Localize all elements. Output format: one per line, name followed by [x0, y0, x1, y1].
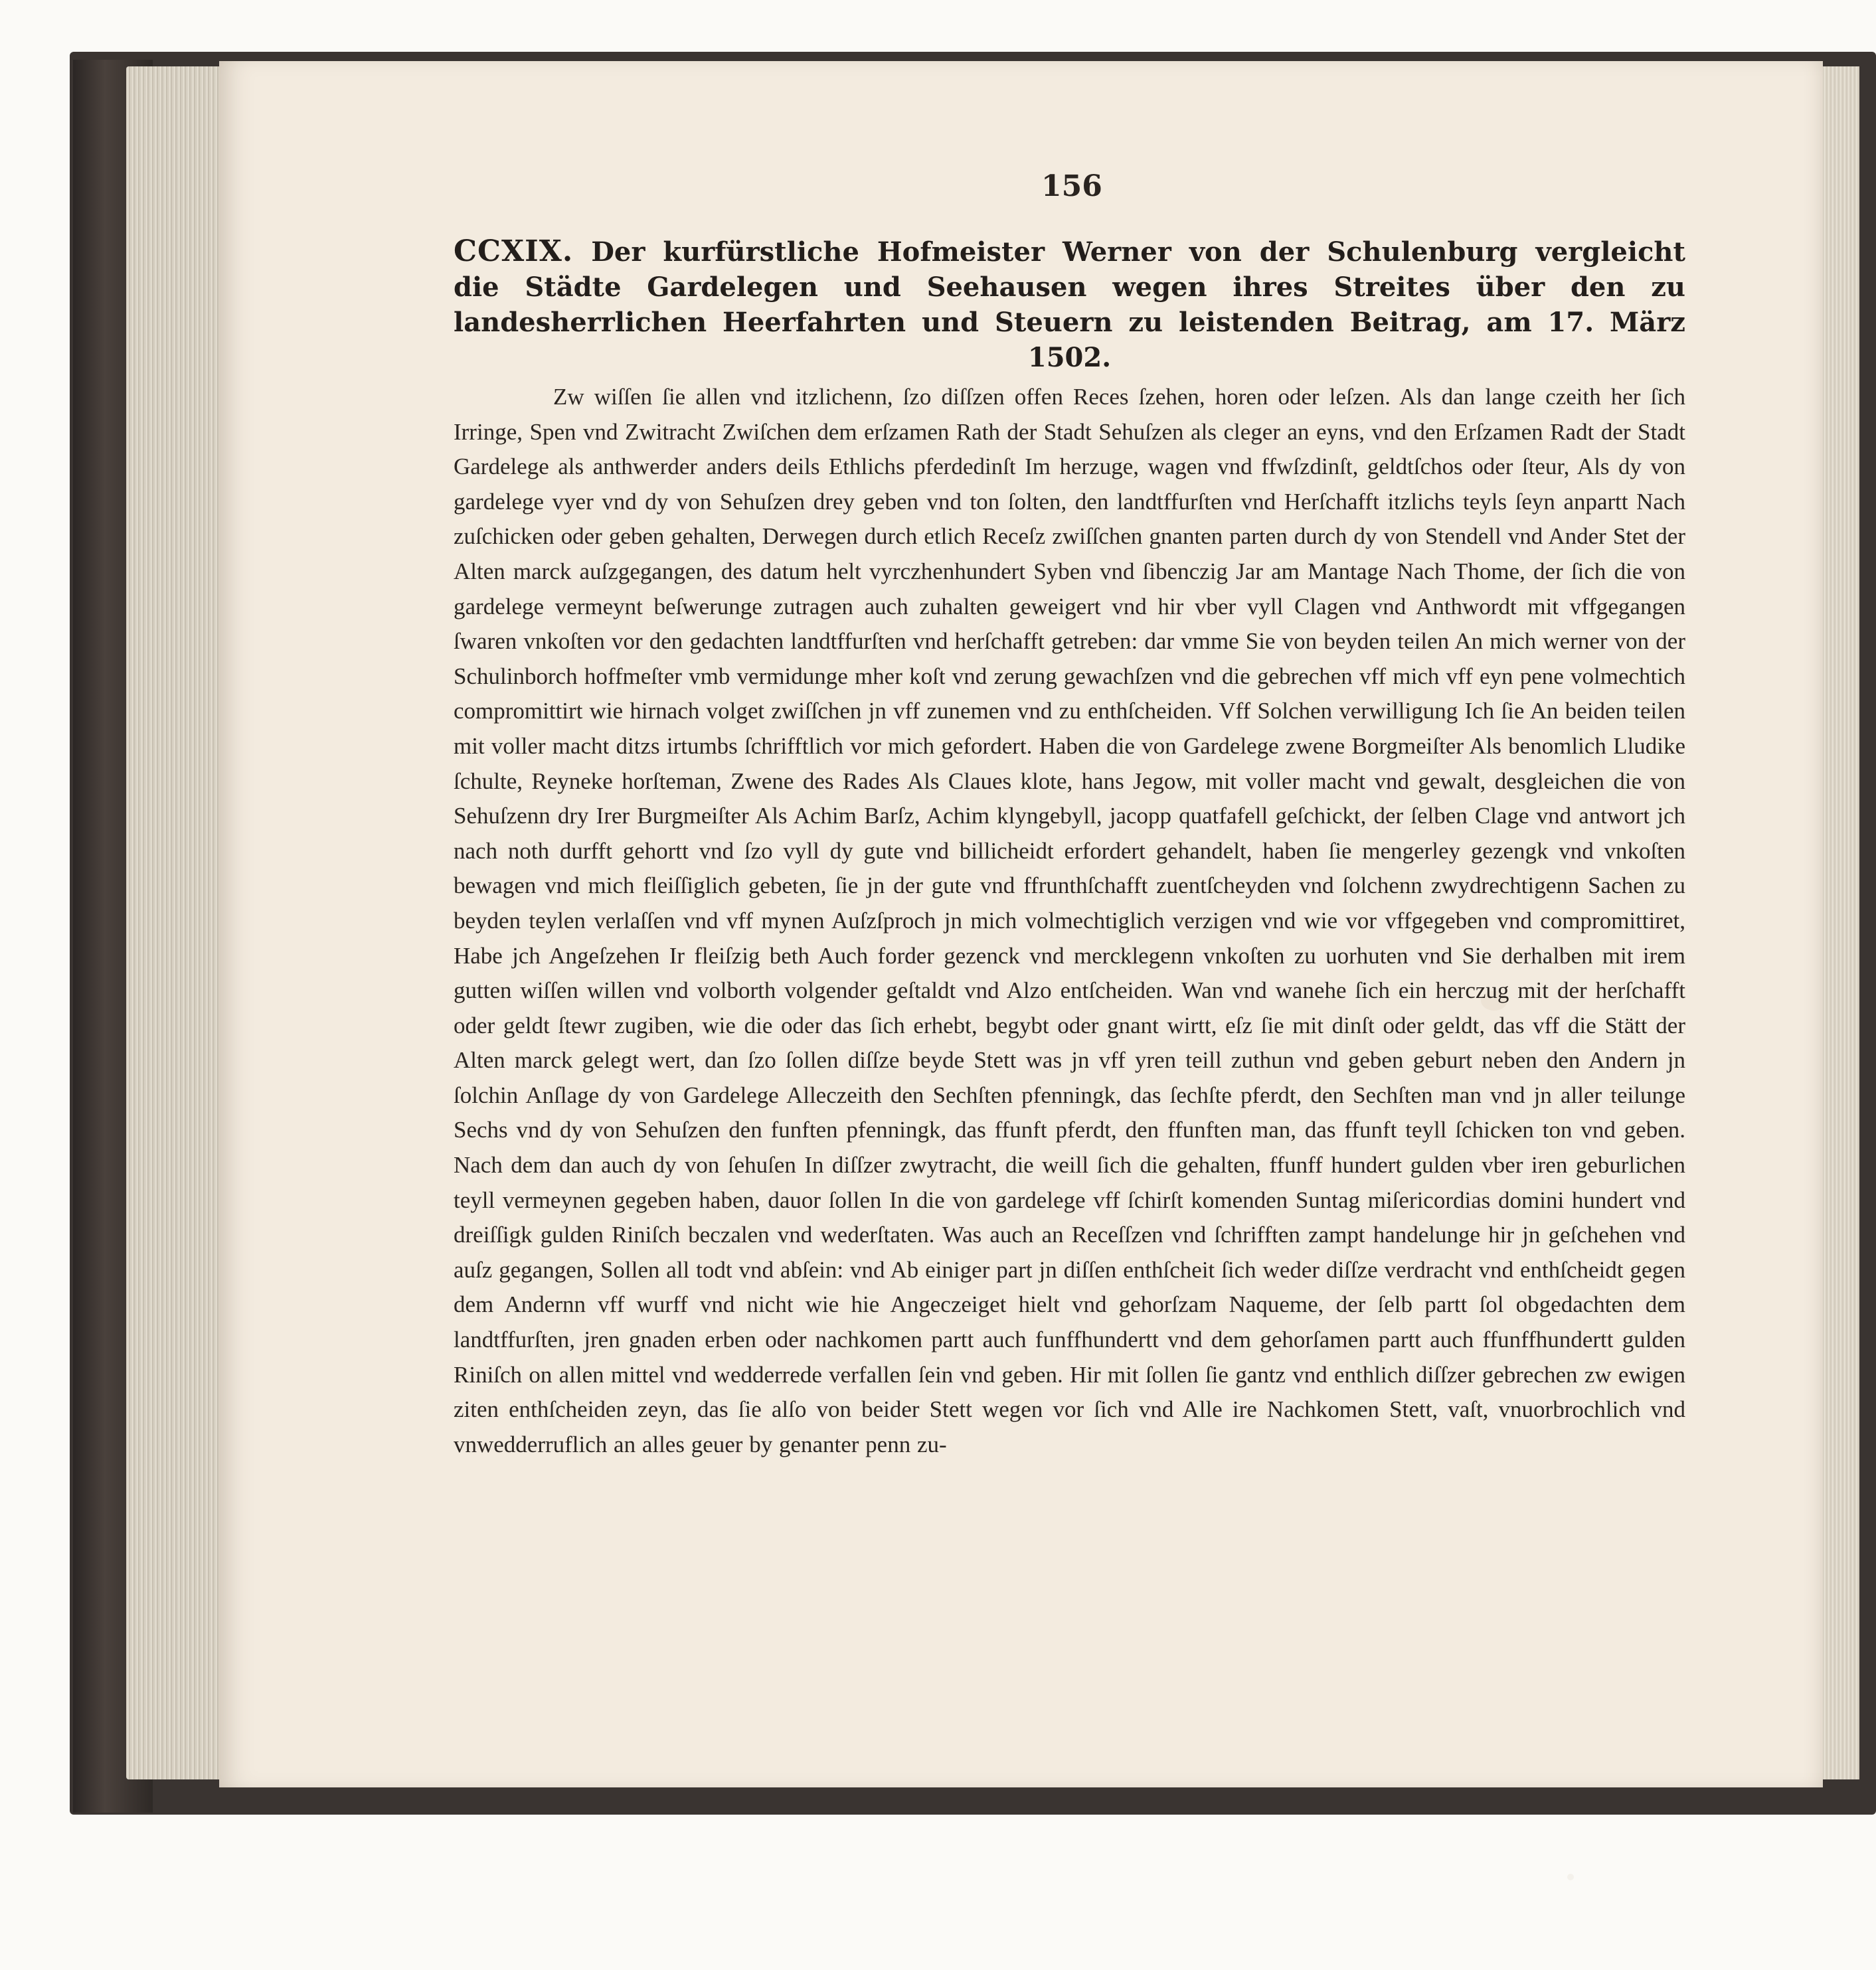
left-page-edges: [126, 66, 226, 1779]
document-title: Der kurfürstliche Hofmeister Werner von der Schulenburg vergleicht die Städte Gardelegen und Seehausen wegen ihres Streites über den zu landesherrlichen Heerfahrten und Steuern zu leistenden Beitrag, am 17. März 1502.: [454, 236, 1685, 373]
page-number: 156: [1041, 169, 1102, 203]
document-heading: [454, 234, 1685, 375]
document-number: CCXIX.: [454, 234, 574, 268]
paper-spot: [1567, 1874, 1574, 1880]
document-body-text: Zw wiſſen ſie allen vnd itzlichenn, ſzo diſſzen offen Reces ſzehen, horen oder leſzen. Als dan lange czeith her ſich Irringe, Spen vnd Zwitracht Zwiſchen dem erſzamen Rath der Stadt Sehuſzen als cleger an eyns, vnd den Erſzamen Radt der Stadt Gardelege als anthwerder anders deils Ethlichs pferdedinſt Im herzuge, wagen vnd ffwſzdinſt, geldtſchos oder ſteur, Als dy von gardelege vyer vnd dy von Sehuſzen drey geben vnd ton ſolten, den landtffurſten vnd Herſchafft itzlichs teyls ſeyn anpartt Nach zuſchicken oder geben gehalten, Derwegen durch etlich Receſz zwiſſchen gnanten parten durch dy von Stendell vnd Ander Stet der Alten marck auſzgegangen, des datum helt vyrczhenhundert Syben vnd ſibenczig Jar am Mantage Nach Thome, der ſich die von gardelege vermeynt beſwerunge zutragen auch zuhalten geweigert vnd hir vber vyll Clagen vnd Anthwordt mit vffgegangen ſwaren vnkoſten vor den gedachten landtffurſten vnd herſchafft getreben: dar vmme Sie von beyden teilen An mich werner von der Schulinborch hoffmeſter vmb vermidunge mher koſt vnd zerung gewachſzen vnd die gebrechen vff mich vff eyn pene volmechtich compromittirt wie hirnach volget zwiſſchen jn vff zunemen vnd zu enthſcheiden. Vff Solchen verwilligung Ich ſie An beiden teilen mit voller macht ditzs irtumbs ſchrifftlich vor mich gefordert. Haben die von Gardelege zwene Borgmeiſter Als benomlich Lludike ſchulte, Reyneke horſteman, Zwene des Rades Als Claues klote, hans Jegow, mit voller macht vnd gewalt, desgleichen die von Sehuſzenn dry Irer Burgmeiſter Als Achim Barſz, Achim klyngebyll, jacopp quatfafell geſchickt, der ſelben Clage vnd antwort jch nach noth durfft gehortt vnd ſzo vyll dy gute vnd billicheidt erfordert gehandelt, haben ſie mengerley gezengk vnd vnkoſten bewagen vnd mich fleiſſiglich gebeten, ſie jn der gute vnd ffrunthſchafft zuentſcheyden vnd ſolchenn zwydrechtigenn Sachen zu beyden teylen verlaſſen vnd vff mynen Auſzſproch jn mich volmechtiglich verzigen vnd wie vor vffgegeben vnd compromittiret, Habe jch Angeſzehen Ir fleiſzig beth Auch forder gezenck vnd mercklegenn vnkoſten zu uorhuten vnd Sie derhalben mit irem gutten wiſſen willen vnd volborth volgender geſtaldt vnd Alzo entſcheiden. Wan vnd wanehe ſich ein herczug mit der herſchafft oder geldt ſtewr zugiben, wie die oder das ſich erhebt, begybt oder gnant wirtt, eſz ſie mit dinſt oder geldt, das vff die Stätt der Alten marck gelegt wert, dan ſzo ſollen diſſze beyde Stett was jn vff yren teill zuthun vnd geben geburt neben den Andern jn ſolchin Anſlage dy von Gardelege Alleczeith den Sechſten pfenningk, das ſechſte pferdt, den Sechſten man vnd jn aller teilunge Sechs vnd dy von Sehuſzen den funften pfenningk, das ffunft pferdt, den ffunften man, das ffunft teyll ſchicken ton vnd geben. Nach dem dan auch dy von ſehuſen In diſſzer zwytracht, die weill ſich die gehalten, ffunff hundert gulden vber iren geburlichen teyll vermeynen gegeben haben, dauor ſollen In die von gardelege vff ſchirſt komenden Suntag miſericordias domini hundert vnd dreiſſigk gulden Riniſch beczalen vnd wederſtaten. Was auch an Receſſzen vnd ſchrifften zampt handelunge hir jn geſchehen vnd auſz gegangen, Sollen all todt vnd abſein: vnd Ab einiger part jn diſſen enthſcheit ſich weder diſſze verdracht vnd enthſcheidt gegen dem Andernn vff wurff vnd nicht wie hie Angeczeiget hielt vnd gehorſzam Naqueme, der ſelb partt ſol obgedachten dem landtffurſten, jren gnaden erben oder nachkomen partt auch funffhundertt vnd dem gehorſamen partt auch ffunffhundertt gulden Riniſch on allen mittel vnd wedderrede verfallen ſein vnd geben. Hir mit ſollen ſie gantz vnd enthlich diſſzer gebrechen zw ewigen ziten enthſcheiden zeyn, das ſie alſo von beider Stett wegen vor ſich vnd Alle ire Nachkomen Stett, vaſt, vnuorbrochlich vnd vnwedderruflich an alles geuer by genanter penn zu-: [454, 384, 1685, 1457]
